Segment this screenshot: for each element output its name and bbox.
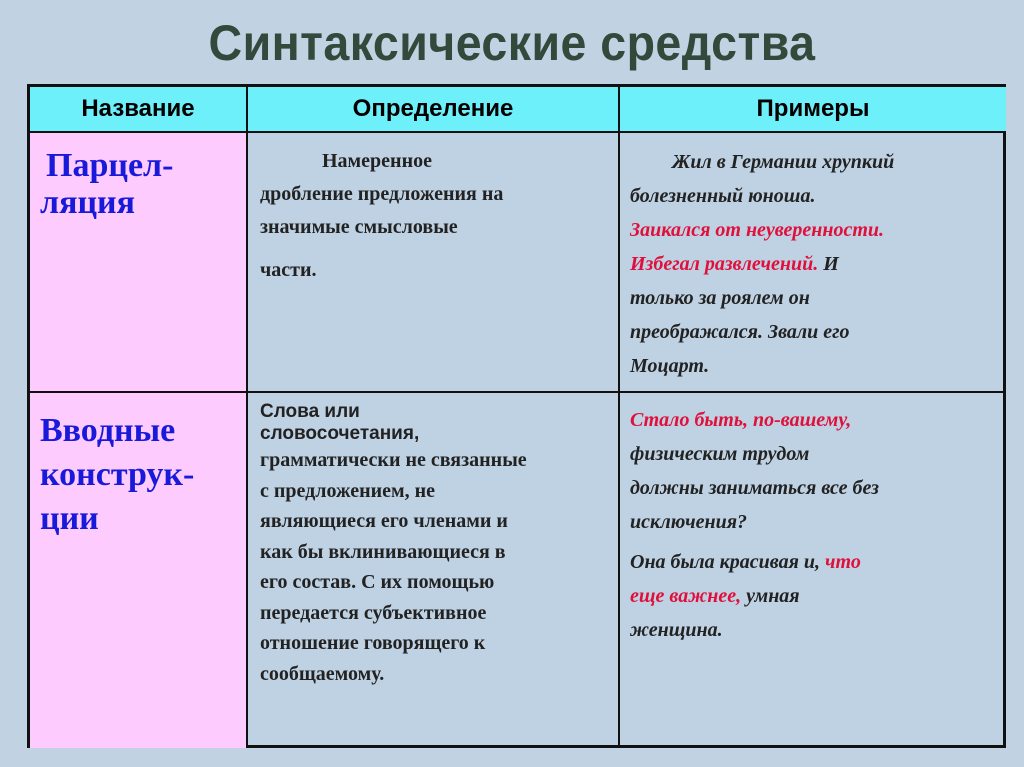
name-line: ции [40,500,99,537]
example-line: Моцарт. [630,355,710,377]
syntax-table [27,84,1006,748]
definition-line: его состав. С их помощью [260,571,495,593]
name-line: конструк- [40,456,195,493]
example-line: Жил в Германии хрупкий [672,151,895,173]
row-example-introductory [620,393,1006,748]
example-line: исключения? [630,511,748,533]
page-title: Синтаксические средства [208,15,816,71]
header-examples: Примеры [620,87,1006,133]
row-name-parcellation [30,133,248,393]
example-line: женщина. [630,619,723,641]
definition-line: словосочетания, [260,423,420,444]
definition-line: дробление предложения на [260,183,504,205]
example-highlight: Заикался от неуверенности. [630,219,885,241]
definition-line: сообщаемому. [260,662,385,685]
definition-line: как бы вклинивающиеся в [260,540,506,563]
name-line: Парцел- [46,147,174,184]
name-line: Вводные [40,412,176,449]
definition-line: Намеренное [322,150,432,172]
header-name: Название [30,87,248,133]
example-highlight: Избегал развлечений. [630,253,819,275]
definition-line: Слова или [260,401,360,422]
example-text: умная [741,585,800,607]
example-line: преображался. Звали его [630,321,850,343]
row-definition-introductory [248,393,620,748]
definition-line: передается субъективное [260,601,487,624]
row-example-parcellation [620,133,1006,393]
row-definition-parcellation [248,133,620,393]
example-highlight: что [825,551,861,573]
name-line: ляция [40,184,136,221]
row-name-introductory [30,393,248,748]
example-highlight: еще важнее, [630,585,742,607]
definition-line: грамматически не связанные [260,449,527,471]
definition-line: значимые смысловые [260,216,458,238]
definition-line: с предложением, не [260,479,436,502]
example-text: И [818,253,839,275]
example-line: болезненный юноша. [630,185,816,207]
definition-line: отношение говорящего к [260,632,486,654]
header-definition: Определение [248,87,620,133]
definition-line: части. [260,259,317,281]
example-highlight: Стало быть, по-вашему, [630,409,852,431]
example-line: только за роялем он [630,287,810,309]
definition-line: являющиеся его членами и [260,510,508,532]
example-text: Она была красивая и, [630,551,826,573]
example-line: физическим трудом [630,443,810,465]
example-line: должны заниматься все без [630,477,879,499]
